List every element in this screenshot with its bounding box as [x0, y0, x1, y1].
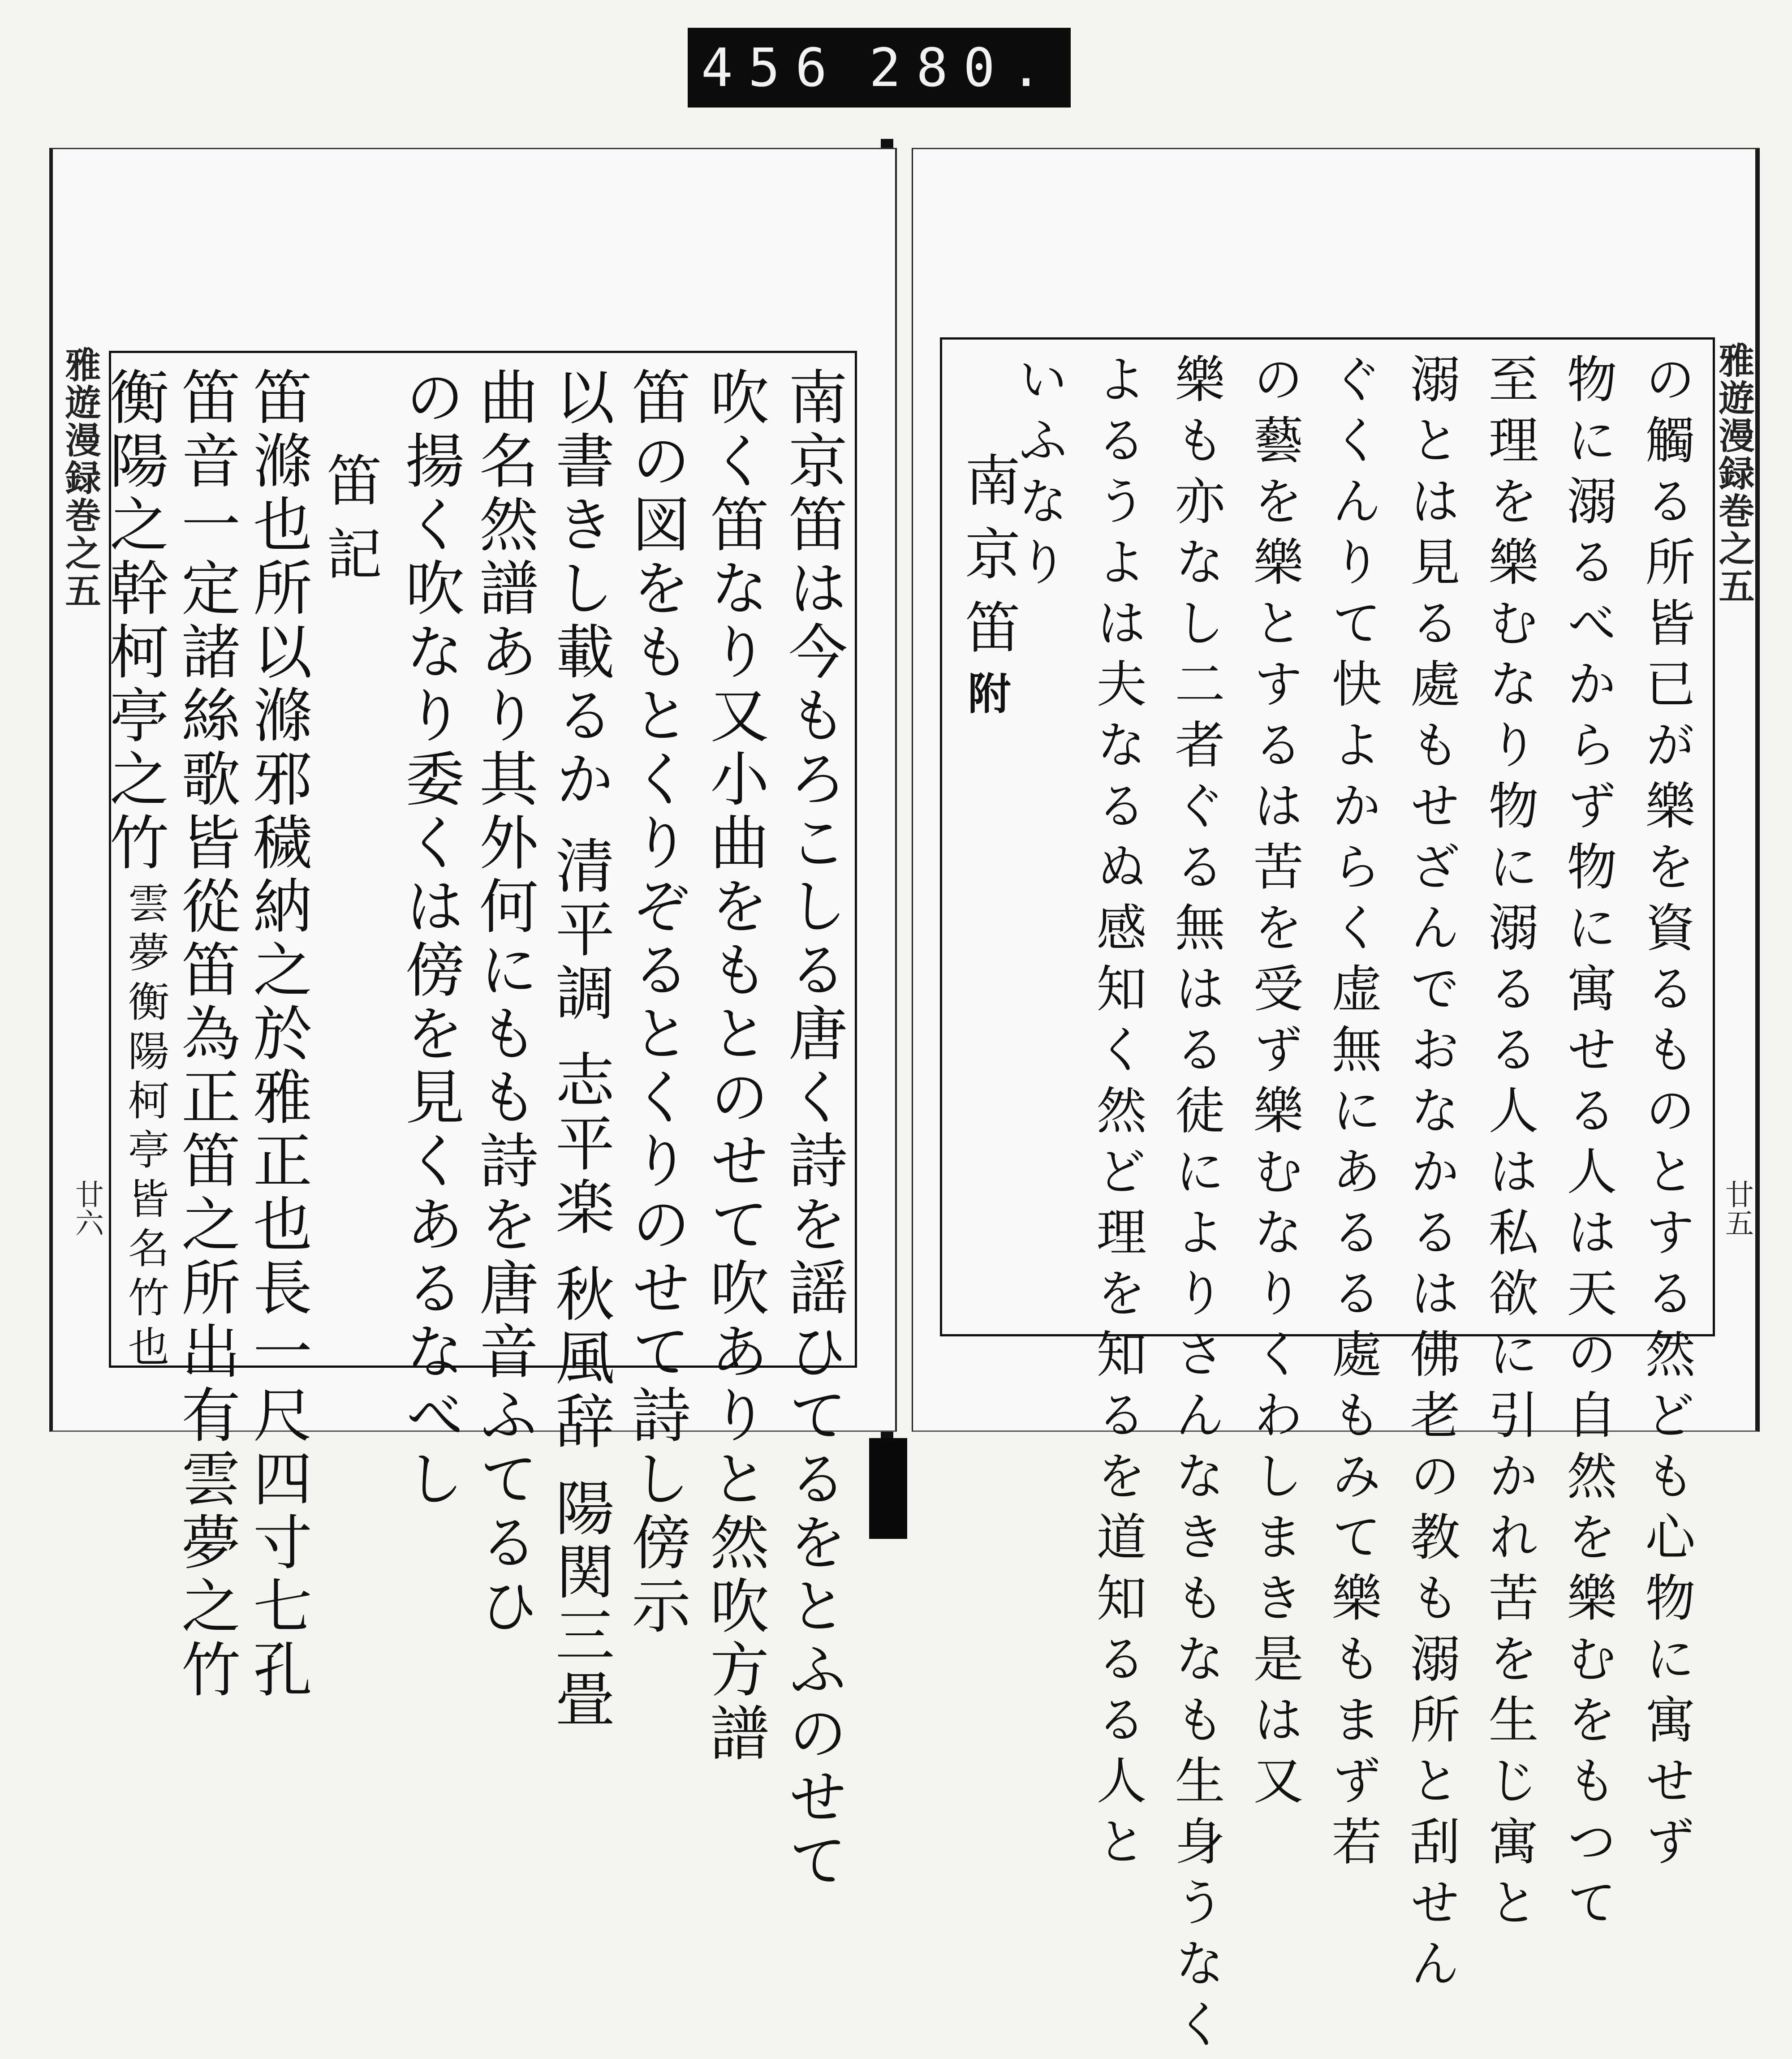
right-text-column: いふなり	[1010, 353, 1068, 597]
right-margin-title: 雅遊漫録巻之五	[1713, 342, 1755, 605]
right-text-column: の觸る所皆已が樂を資るものとする然ども心物に寓せず	[1637, 353, 1695, 1876]
left-text-column: 笛の図をもとくりぞるとくりのせて詩し傍示	[621, 366, 690, 1639]
kanbun-note: 雲夢衡陽柯亭皆名竹也	[121, 882, 169, 1374]
left-text-column: 曲名然譜あり其外何にもも詩を唐音ふてるひ	[469, 366, 538, 1639]
right-page	[912, 148, 1760, 2059]
section-tag: 附	[961, 671, 1012, 719]
left-text-column: 吹く笛なり又小曲をもとのせて吹ありと然吹方譜	[700, 366, 769, 1766]
right-folio: 廿五	[1720, 1180, 1753, 1237]
right-text-column: よるうよは夫なるぬ感知く然ど理を知るを道知るる人と	[1088, 353, 1146, 1876]
section-title-fue-ki: 笛記	[317, 452, 382, 599]
kanbun-column: 笛滌也所以滌邪穢納之於雅正也長一尺四寸七孔	[243, 366, 312, 1702]
right-text-frame	[940, 337, 1715, 2059]
left-margin-title: 雅遊漫録巻之五	[59, 346, 101, 610]
scan-number-right: 280.	[869, 37, 1058, 99]
left-text-column: の揚く吹なり委くは傍を見くあるなべし	[395, 366, 464, 1512]
scan-number-left: 456	[701, 37, 843, 99]
left-text-column: 以書きし載るか 清平調 志平楽 秋風辞 陽関三畳	[545, 366, 614, 1732]
scan-label	[688, 28, 1071, 108]
binding-block	[869, 1438, 907, 1539]
right-text-column: 樂も亦なし二者ぐる無はる徒によりさんなきもなも生身うなく	[1167, 353, 1225, 2059]
left-folio: 廿六	[70, 1180, 103, 1237]
left-text-column: 南京笛は今もろこしる唐く詩を謡ひてるをとふのせて	[778, 366, 847, 1893]
right-text-column: ぐくんりて快よからく虚無にあるる處もみて樂もまず若	[1323, 353, 1382, 1876]
section-title-nankin-fue: 南京笛	[956, 452, 1020, 672]
left-page	[49, 148, 897, 1893]
right-text-column: の藝を樂とするは苦を受ず樂むなりくわしまき是は又	[1245, 353, 1303, 1815]
left-text-frame	[99, 351, 857, 1893]
kanbun-column: 笛音一定諸絲歌皆從笛為正笛之所出有雲夢之竹	[171, 366, 240, 1702]
right-text-column: 至理を樂むなり物に溺るる人は私欲に引かれ苦を生じ寓と	[1480, 353, 1538, 1937]
right-text-column: 物に溺るべからず物に寓せる人は天の自然を樂むをもつて	[1559, 353, 1617, 1937]
kanbun-column: 衡陽之幹柯亭之竹	[99, 366, 168, 875]
right-text-column: 溺とは見る處もせざんでおなかるは佛老の教も溺所と刮せん	[1402, 353, 1460, 1998]
